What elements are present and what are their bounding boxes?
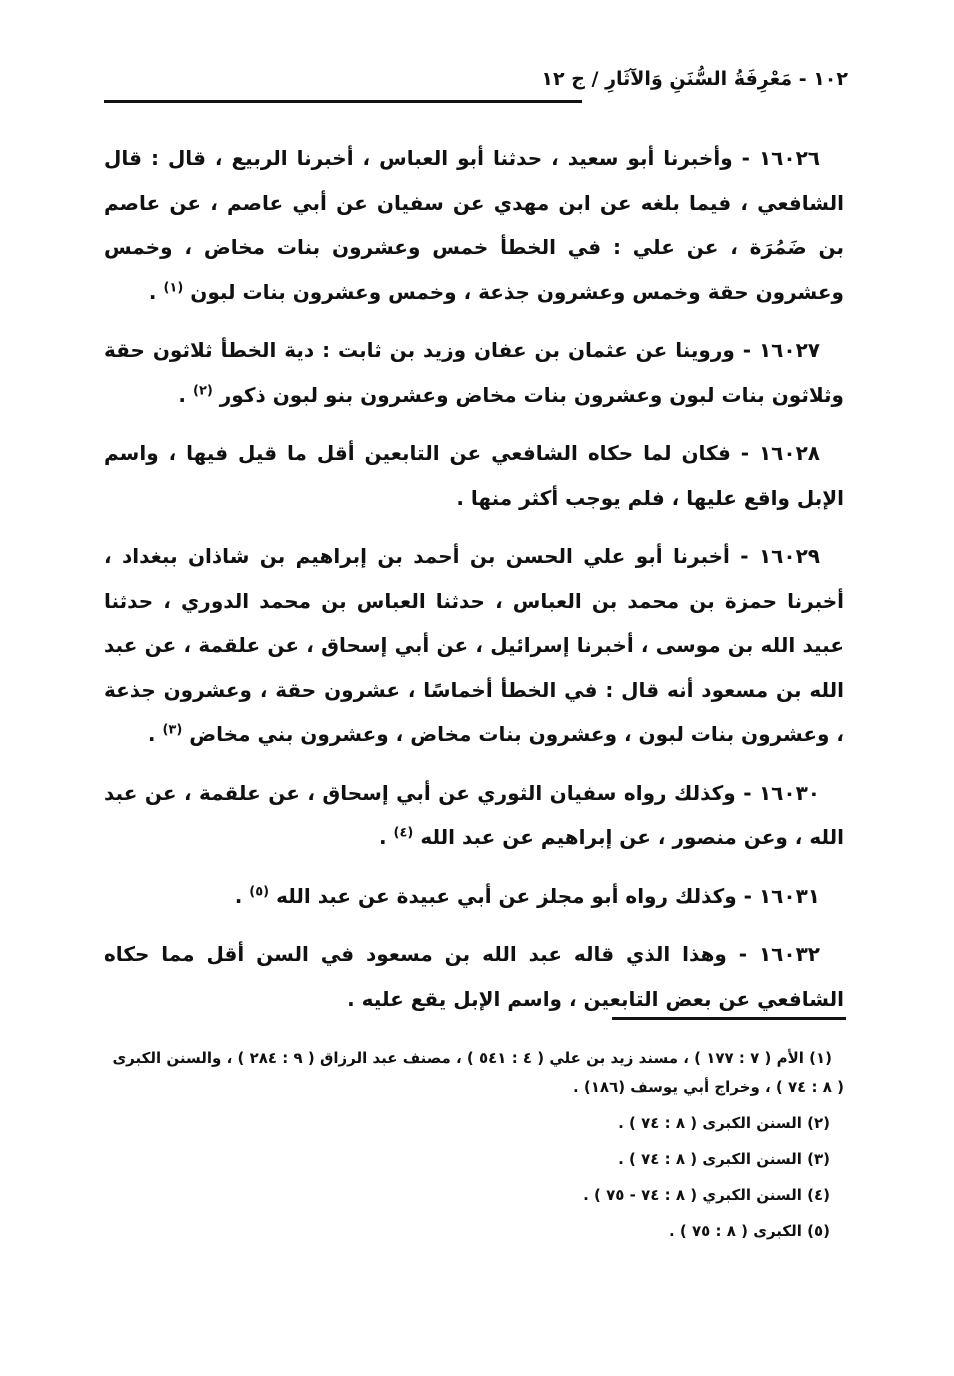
- hadith-text: وروينا عن عثمان بن عفان وزيد بن ثابت : دية الخطأ ثلاثون حقة وثلاثون بنات لبون وعشرون بنات مخاض وعشرون بنو لبون ذكور: [104, 338, 844, 407]
- running-header: ١٠٢ - مَعْرِفَةُ السُّنَنِ وَالآثَارِ / ج ١٢: [541, 68, 848, 90]
- hadith-number: ١٦٠٢٧: [758, 338, 820, 362]
- hadith-paragraph: ١٦٠٢٩ - أخبرنا أبو علي الحسن بن أحمد بن إبراهيم بن شاذان ببغداد ، أخبرنا حمزة بن محمد بن العباس ، حدثنا العباس بن محمد الدوري ، حدثنا عبيد الله بن موسى ، أخبرنا إسرائيل ، عن أبي إسحاق ، عن علقمة ، عن عبد الله بن مسعود أنه قال : في الخطأ أخماسًا ، عشرون حقة ، وعشرون جذعة ، وعشرون بنات لبون ، وعشرون بنات مخاض ، وعشرون بني مخاض $^{(٣)}$ .: [104, 544, 844, 746]
- hadith-number: ١٦٠٢٩: [758, 544, 820, 568]
- hadith-paragraph: ١٦٠٢٦ - وأخبرنا أبو سعيد ، حدثنا أبو العباس ، أخبرنا الربيع ، قال : قال الشافعي ، فيما بلغه عن ابن مهدي عن سفيان عن أبي عاصم ، عن عاصم بن ضَمُرَة ، عن علي : في الخطأ خمس وعشرون بنات مخاض ، وخمس وعشرون حقة وخمس وعشرون جذعة ، وخمس وعشرون بنات لبون $^{(١)}$ .: [104, 146, 844, 304]
- footnotes: [104, 1044, 844, 1253]
- footnote-reference: (٣): [162, 722, 183, 738]
- header-rule: [104, 100, 582, 103]
- main-text: [104, 136, 844, 1035]
- hadith-text: وكذلك رواه أبو مجلز عن أبي عبيدة عن عبد الله: [276, 883, 737, 908]
- hadith-text: وأخبرنا أبو سعيد ، حدثنا أبو العباس ، أخبرنا الربيع ، قال : قال الشافعي ، فيما بلغه عن ابن مهدي عن سفيان عن أبي عاصم ، عن عاصم بن ضَمُرَة ، عن علي : في الخطأ خمس وعشرون بنات مخاض ، وخمس وعشرون حقة وخمس وعشرون جذعة ، وخمس وعشرون بنات لبون: [104, 146, 844, 304]
- footnote: (٤) السنن الكبري ( ٨ : ٧٤ - ٧٥ ) .: [583, 1186, 830, 1204]
- footnote-separator: [612, 1017, 846, 1020]
- footnote: (٣) السنن الكبرى ( ٨ : ٧٤ ) .: [618, 1150, 830, 1168]
- footnote-reference: (٥): [249, 883, 270, 899]
- footnote-reference: (٢): [192, 382, 213, 398]
- hadith-number: ١٦٠٣١: [758, 883, 820, 908]
- hadith-paragraph: ١٦٠٣١ - وكذلك رواه أبو مجلز عن أبي عبيدة عن عبد الله $^{(٥)}$ .: [234, 883, 820, 908]
- hadith-text: وكذلك رواه سفيان الثوري عن أبي إسحاق ، عن علقمة ، عن عبد الله ، وعن منصور ، عن إبراهيم عن عبد الله: [104, 780, 844, 849]
- footnote-reference: (٤): [393, 825, 414, 841]
- hadith-number: ١٦٠٣٠: [758, 780, 821, 805]
- hadith-text: وهذا الذي قاله عبد الله بن مسعود في السن أقل مما حكاه الشافعي عن بعض التابعين ، واسم الإبل يقع عليه .: [104, 942, 844, 1011]
- hadith-paragraph: ١٦٠٢٨ - فكان لما حكاه الشافعي عن التابعين أقل ما قيل فيها ، واسم الإبل واقع عليها ، فلم يوجب أكثر منها .: [104, 441, 844, 510]
- hadith-number: ١٦٠٢٦: [758, 146, 820, 170]
- hadith-paragraph: ١٦٠٢٧ - وروينا عن عثمان بن عفان وزيد بن ثابت : دية الخطأ ثلاثون حقة وثلاثون بنات لبون وعشرون بنات مخاض وعشرون بنو لبون ذكور $^{(٢)}$ .: [104, 338, 844, 407]
- hadith-number: ١٦٠٢٨: [758, 441, 820, 465]
- footnote: (١) الأم ( ٧ : ١٧٧ ) ، مسند زيد بن علي ( ٤ : ٥٤١ ) ، مصنف عبد الرزاق ( ٩ : ٢٨٤ ) ، والسنن الكبرى ( ٨ : ٧٤ ) ، وخراج أبي يوسف (١٨٦) .: [112, 1049, 844, 1096]
- hadith-paragraph: ١٦٠٣٠ - وكذلك رواه سفيان الثوري عن أبي إسحاق ، عن علقمة ، عن عبد الله ، وعن منصور ، عن إبراهيم عن عبد الله $^{(٤)}$ .: [104, 780, 844, 849]
- footnote-reference: (١): [163, 279, 184, 295]
- hadith-text: فكان لما حكاه الشافعي عن التابعين أقل ما قيل فيها ، واسم الإبل واقع عليها ، فلم يوجب أكثر منها .: [104, 441, 844, 510]
- hadith-paragraph: ١٦٠٣٢ - وهذا الذي قاله عبد الله بن مسعود في السن أقل مما حكاه الشافعي عن بعض التابعين ، واسم الإبل يقع عليه .: [104, 942, 844, 1011]
- hadith-text: أخبرنا أبو علي الحسن بن أحمد بن إبراهيم بن شاذان ببغداد ، أخبرنا حمزة بن محمد بن العباس ، حدثنا العباس بن محمد الدوري ، حدثنا عبيد الله بن موسى ، أخبرنا إسرائيل ، عن أبي إسحاق ، عن علقمة ، عن عبد الله بن مسعود أنه قال : في الخطأ أخماسًا ، عشرون حقة ، وعشرون جذعة ، وعشرون بنات لبون ، وعشرون بنات مخاض ، وعشرون بني مخاض: [104, 544, 844, 746]
- hadith-number: ١٦٠٣٢: [758, 942, 821, 966]
- footnote: (٢) السنن الكبرى ( ٨ : ٧٤ ) .: [618, 1114, 830, 1132]
- footnote: (٥) الكبرى ( ٨ : ٧٥ ) .: [668, 1222, 830, 1240]
